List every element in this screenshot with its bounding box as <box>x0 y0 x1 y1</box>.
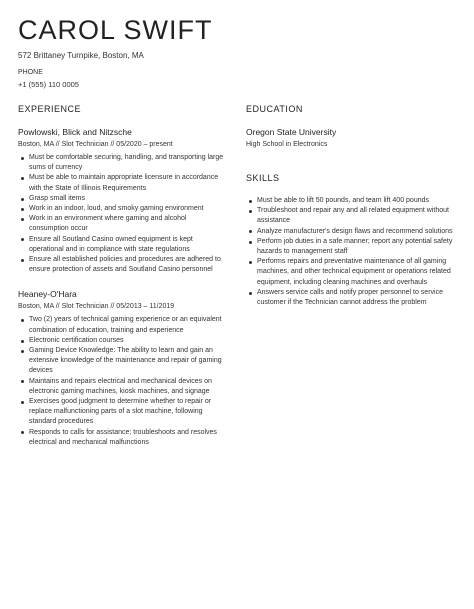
job-bullets <box>18 153 228 275</box>
list-item: Electronic certification courses <box>29 336 228 346</box>
list-item: Analyze manufacturer's design flaws and recommend solutions <box>257 227 458 237</box>
list-item: Must be able to maintain appropriate licensure in accordance with the State of Illinois Requirements <box>29 173 228 193</box>
job-company: Powlowski, Blick and Nitzsche <box>18 127 132 137</box>
list-item: Grasp small items <box>29 194 228 204</box>
address: 572 Brittaney Turnpike, Boston, MA <box>18 51 144 60</box>
job-meta: Boston, MA // Slot Technician // 05/2013 – 11/2019 <box>18 303 175 311</box>
experience-heading: EXPERIENCE <box>18 104 82 114</box>
list-item: Gaming Device Knowledge: The ability to learn and gain an extensive knowledge of the maintenance and repair of gaming devices <box>29 346 228 377</box>
list-item: Two (2) years of technical gaming experience or an equivalent combination of education, training and experience <box>29 315 228 335</box>
right-column <box>246 104 458 308</box>
education-school: Oregon State University <box>246 127 337 137</box>
list-item: Must be comfortable securing, handling, and transporting large sums of currency <box>29 153 228 173</box>
job-entry <box>18 127 228 275</box>
education-degree: High School in Electronics <box>246 141 328 148</box>
list-item: Performs repairs and preventative maintenance of all gaming machines, and other technical equipment or operations related equipment, including cleaning machines and overhauls <box>257 257 458 288</box>
job-bullets <box>18 315 228 448</box>
list-item: Responds to calls for assistance; troubleshoots and resolves electrical and mechanical malfunctions <box>29 428 228 448</box>
list-item: Work in an environment where gaming and alcohol consumption occur <box>29 214 228 234</box>
list-item: Ensure all Soutland Casino owned equipment is kept operational and in compliance with state regulations <box>29 235 228 255</box>
list-item: Troubleshoot and repair any and all related equipment without assistance <box>257 206 458 226</box>
list-item: Maintains and repairs electrical and mechanical devices on electronic gaming machines, kiosk machines, and signage <box>29 377 228 397</box>
phone-label: PHONE <box>18 69 43 76</box>
experience-section <box>18 104 228 448</box>
job-meta: Boston, MA // Slot Technician // 05/2020 – present <box>18 141 173 148</box>
education-heading: EDUCATION <box>246 104 303 114</box>
list-item: Must be able to lift 50 pounds, and team lift 400 pounds <box>257 196 458 206</box>
job-company: Heaney-O'Hara <box>18 289 77 300</box>
candidate-name: CAROL SWIFT <box>18 15 213 45</box>
phone-number: +1 (555) 110 0005 <box>18 80 79 89</box>
list-item: Answers service calls and notify proper personnel to service customer if the Technician cannot address the problem <box>257 288 458 308</box>
job-entry <box>18 289 228 448</box>
list-item: Work in an indoor, loud, and smoky gaming environment <box>29 204 228 214</box>
list-item: Exercises good judgment to determine whether to repair or replace malfunctioning parts of a slot machine, following standard procedures <box>29 397 228 428</box>
skills-heading: SKILLS <box>246 173 280 183</box>
list-item: Ensure all established policies and procedures are adhered to ensure protection of assets and Soutland Casino personnel <box>29 255 228 275</box>
skills-list <box>246 196 458 308</box>
list-item: Perform job duties in a safe manner; report any potential safety hazards to management staff <box>257 237 458 257</box>
